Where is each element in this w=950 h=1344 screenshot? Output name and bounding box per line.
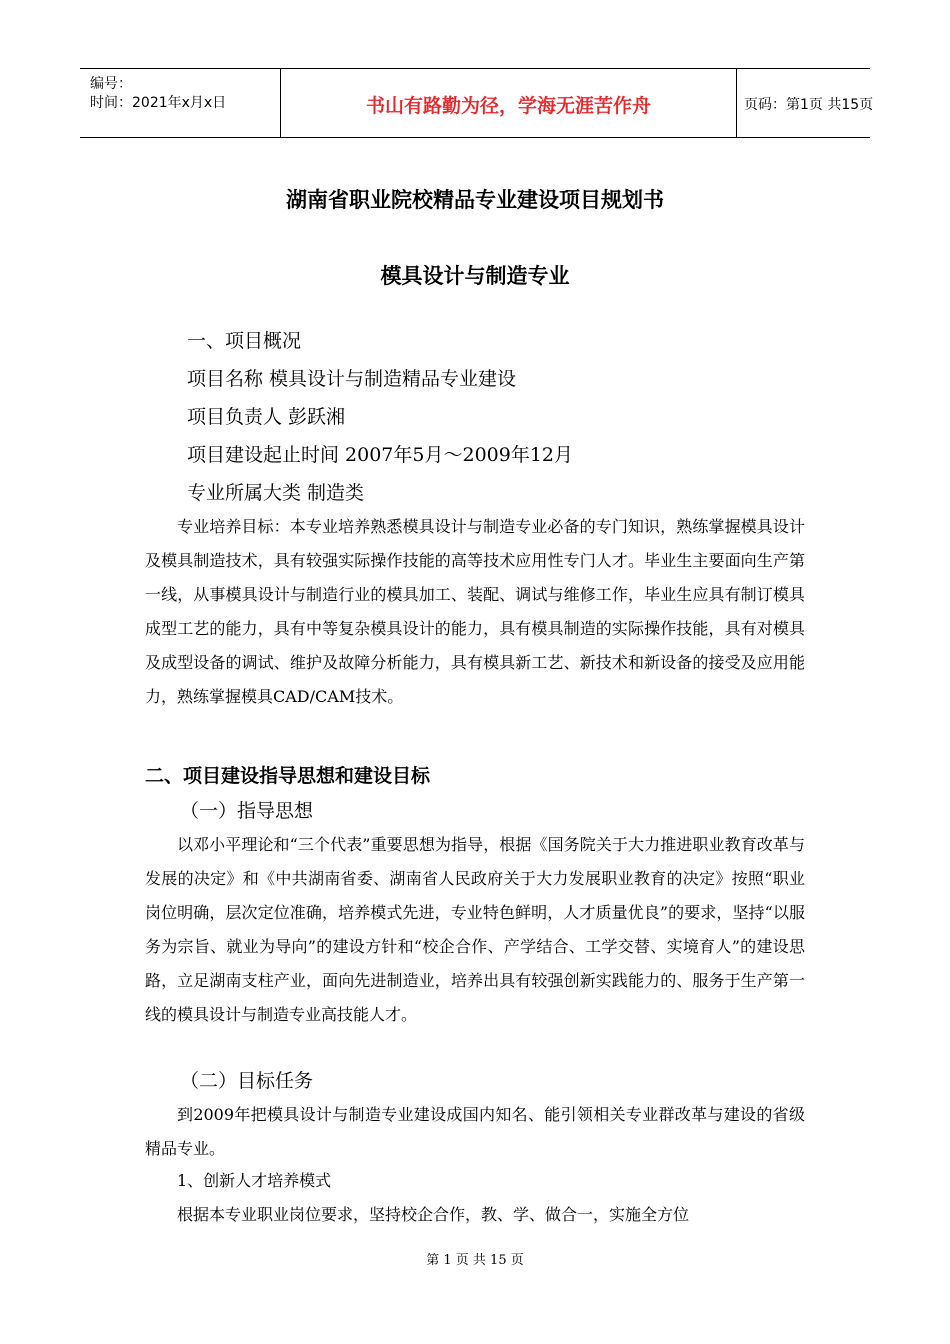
project-period-line: 项目建设起止时间 2007年5月～2009年12月 — [187, 444, 574, 466]
page-footer: 第 1 页 共 15 页 — [426, 1253, 524, 1268]
header-motto-cell — [280, 69, 737, 137]
section2-heading: 二、项目建设指导思想和建设目标 — [145, 765, 431, 787]
document-subtitle: 模具设计与制造专业 — [380, 264, 570, 288]
guiding-ideology-paragraph: 以邓小平理论和“三个代表”重要思想为指导，根据《国务院关于大力推进职业教育改革与发展的决定》和《中共湖南省委、湖南省人民政府关于大力发展职业教育的决定》按照“职业岗位明确，层次定位准确，培养模式先进，专业特色鲜明，人才质量优良”的要求，坚持“以服务为宗旨、就业为导向”的建设方针和“校企合作、产学结合、工学交替、实境育人”的建设思路，立足湖南支柱产业，面向先进制造业，培养出具有较强创新实践能力的、服务于生产第一线的模具设计与制造专业高技能人才。 — [145, 835, 805, 1024]
project-name-line: 项目名称 模具设计与制造精品专业建设 — [187, 368, 517, 390]
header-page-cell — [736, 69, 874, 137]
guiding-ideology-heading: （一）指导思想 — [180, 800, 314, 822]
project-leader-line: 项目负责人 彭跃湘 — [187, 406, 346, 428]
item1-heading: 1、创新人才培养模式 — [177, 1171, 332, 1190]
motto-text: 书山有路勤为径，学海无涯苦作舟 — [365, 95, 651, 117]
target-tasks-paragraph: 到2009年把模具设计与制造专业建设成国内知名、能引领相关专业群改革与建设的省级精品专业。 — [145, 1105, 805, 1158]
page-info: 页码：第1页 共15页 — [744, 97, 874, 113]
project-category-line: 专业所属大类 制造类 — [187, 482, 365, 504]
header-table — [80, 68, 874, 138]
item1-paragraph: 根据本专业职业岗位要求，坚持校企合作，教、学、做合一，实施全方位 — [177, 1205, 690, 1224]
header-meta-cell — [80, 69, 280, 137]
section1-heading: 一、项目概况 — [187, 330, 302, 352]
target-tasks-heading: （二）目标任务 — [180, 1070, 314, 1092]
document-title: 湖南省职业院校精品专业建设项目规划书 — [286, 188, 664, 212]
document-time-label: 时间：2021年x月x日 — [90, 95, 227, 111]
document-number-label: 编号： — [90, 76, 132, 92]
training-goal-paragraph: 专业培养目标：本专业培养熟悉模具设计与制造专业必备的专门知识，熟练掌握模具设计及模具制造技术，具有较强实际操作技能的高等技术应用性专门人才。毕业生主要面向生产第一线，从事模具设计与制造行业的模具加工、装配、调试与维修工作，毕业生应具有制订模具成型工艺的能力，具有中等复杂模具设计的能力，具有模具制造的实际操作技能，具有对模具及成型设备的调试、维护及故障分析能力，具有模具新工艺、新技术和新设备的接受及应用能力，熟练掌握模具CAD/CAM技术。 — [145, 517, 805, 706]
